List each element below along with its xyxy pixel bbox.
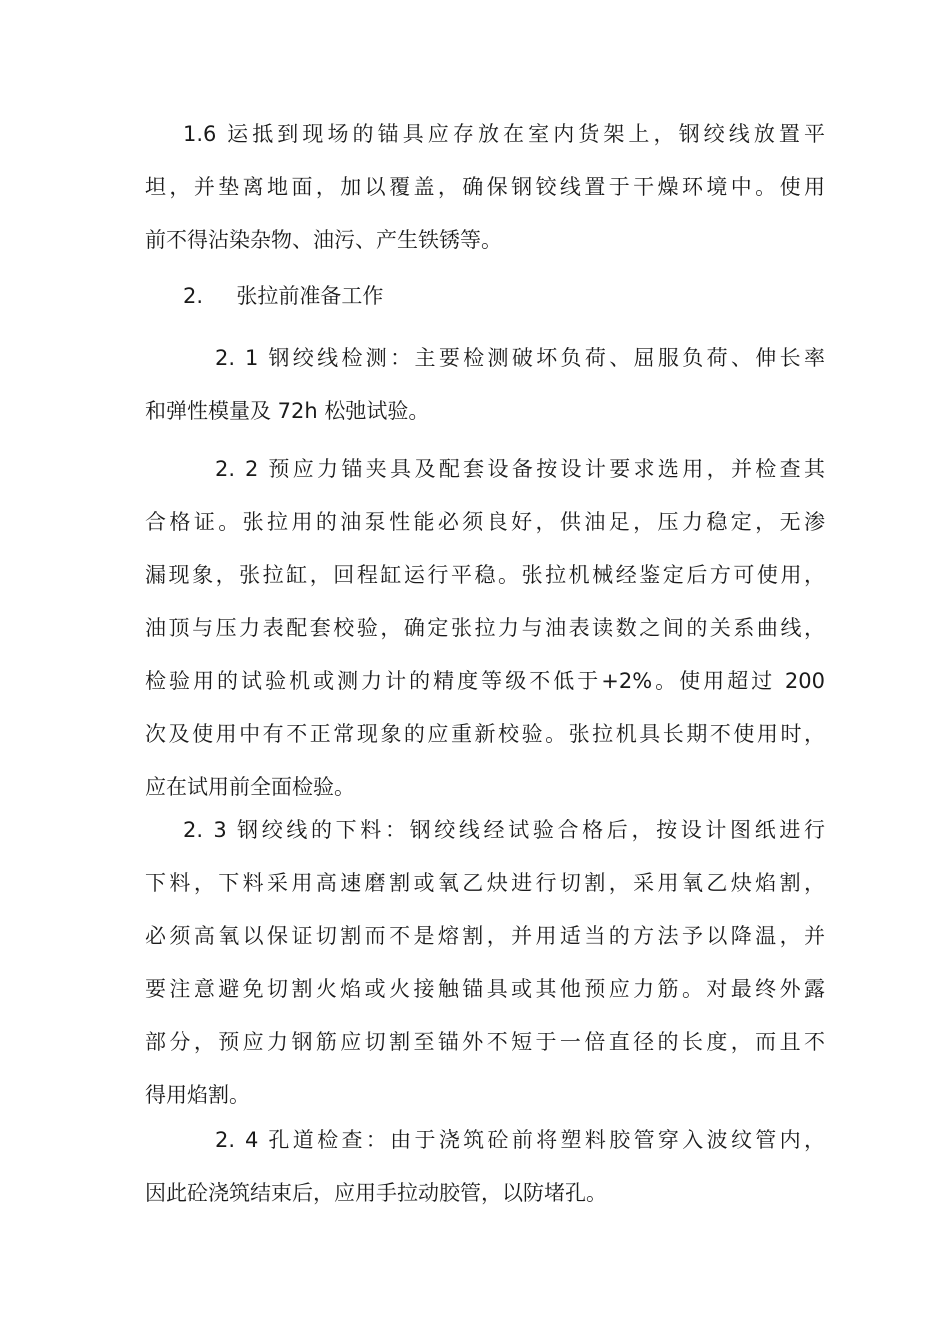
text-line: 必须高氧以保证切割而不是熔割，并用适当的方法予以降温，并 bbox=[145, 924, 825, 948]
section-heading-2 bbox=[145, 270, 825, 323]
text-line: 2. 张拉前准备工作 bbox=[183, 284, 384, 308]
text-line: 坦，并垫离地面，加以覆盖，确保钢铰线置于干燥环境中。使用 bbox=[145, 175, 825, 199]
paragraph-2-2 bbox=[145, 443, 825, 814]
text-line: 2. 2 预应力锚夹具及配套设备按设计要求选用，并检查其 bbox=[215, 457, 825, 481]
text-line: 前不得沾染杂物、油污、产生铁锈等。 bbox=[145, 228, 502, 252]
text-line: 漏现象，张拉缸，回程缸运行平稳。张拉机械经鉴定后方可使用， bbox=[145, 563, 825, 587]
text-line: 下料，下料采用高速磨割或氧乙炔进行切割，采用氧乙炔焰割， bbox=[145, 871, 825, 895]
text-line: 油顶与压力表配套校验，确定张拉力与油表读数之间的关系曲线， bbox=[145, 616, 825, 640]
text-line: 2. 4 孔道检查：由于浇筑砼前将塑料胶管穿入波纹管内， bbox=[215, 1128, 825, 1152]
paragraph-2-3 bbox=[145, 804, 825, 1122]
text-line: 检验用的试验机或测力计的精度等级不低于+2%。使用超过 200 bbox=[145, 669, 825, 693]
text-line: 次及使用中有不正常现象的应重新校验。张拉机具长期不使用时， bbox=[145, 722, 825, 746]
text-line: 合格证。张拉用的油泵性能必须良好，供油足，压力稳定，无渗 bbox=[145, 510, 825, 534]
text-line: 应在试用前全面检验。 bbox=[145, 775, 355, 799]
text-line: 部分，预应力钢筋应切割至锚外不短于一倍直径的长度，而且不 bbox=[145, 1030, 825, 1054]
text-line: 因此砼浇筑结束后，应用手拉动胶管，以防堵孔。 bbox=[145, 1181, 607, 1205]
paragraph-2-1 bbox=[145, 332, 825, 438]
text-line: 要注意避免切割火焰或火接触锚具或其他预应力筋。对最终外露 bbox=[145, 977, 825, 1001]
text-line: 1.6 运抵到现场的锚具应存放在室内货架上，钢绞线放置平 bbox=[183, 122, 825, 146]
paragraph-2-4 bbox=[145, 1114, 825, 1220]
text-line: 得用焰割。 bbox=[145, 1083, 250, 1107]
text-line: 2. 3 钢绞线的下料：钢绞线经试验合格后，按设计图纸进行 bbox=[183, 818, 825, 842]
paragraph-1-6 bbox=[145, 108, 825, 267]
text-line: 和弹性模量及 72h 松弛试验。 bbox=[145, 399, 430, 423]
text-line: 2. 1 钢绞线检测：主要检测破坏负荷、屈服负荷、伸长率 bbox=[215, 346, 825, 370]
